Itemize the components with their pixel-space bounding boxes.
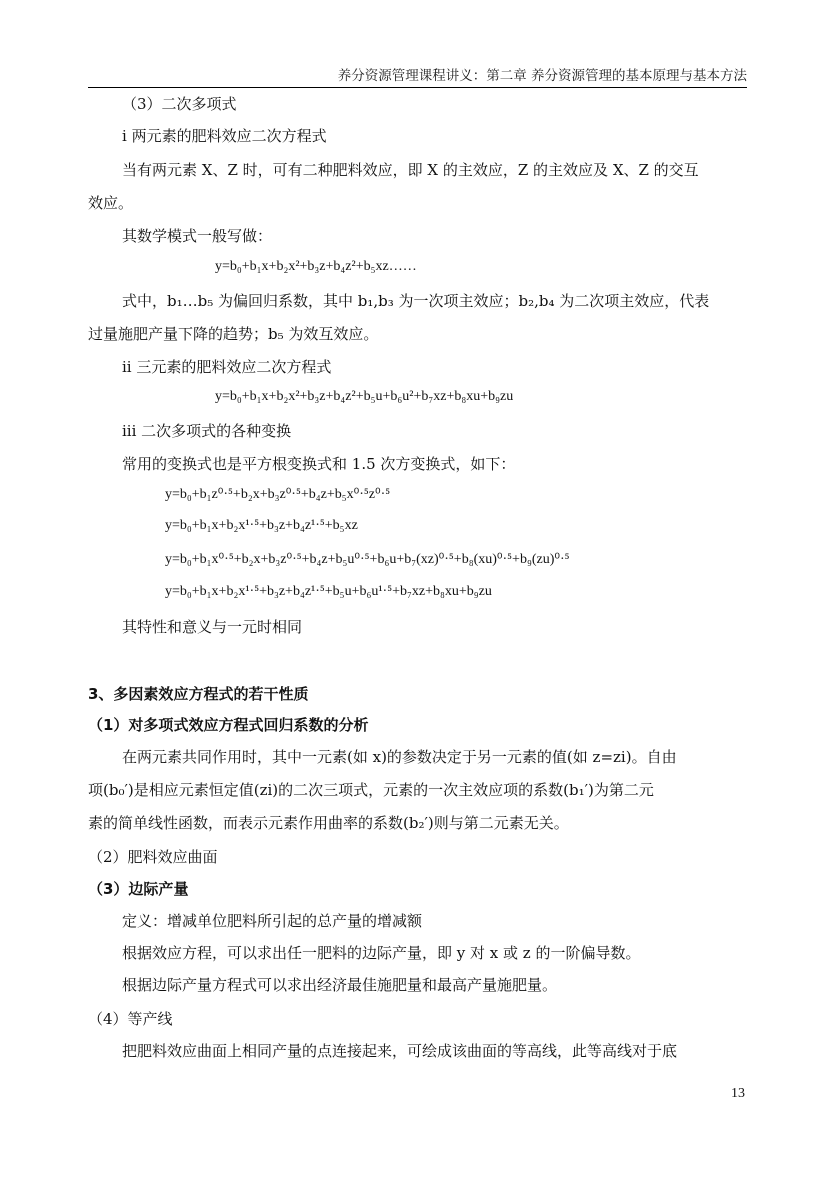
paragraph-line: 其数学模式一般写做： — [122, 227, 273, 245]
paragraph-line: 其特性和意义与一元时相同 — [122, 618, 303, 636]
paragraph-line: 过量施肥产量下降的趋势；b₅ 为效互效应。 — [88, 325, 379, 343]
section-heading: 3、多因素效应方程式的若干性质 — [88, 685, 309, 703]
header-rule — [88, 87, 747, 88]
formula-three-element: y=b₀+b₁x+b₂x²+b₃z+b₄z²+b₅u+b₆u²+b₇xz+b₈xu+b₉zu — [215, 389, 514, 404]
paragraph-line: 项(b₀′)是相应元素恒定值(zi)的二次三项式，元素的一次主效应项的系数(b₁′)为第二元 — [88, 781, 654, 799]
paragraph-line: 把肥料效应曲面上相同产量的点连接起来，可绘成该曲面的等高线，此等高线对于底 — [122, 1042, 678, 1060]
paragraph-line: 根据效应方程，可以求出任一肥料的边际产量，即 y 对 x 或 z 的一阶偏导数。 — [122, 944, 641, 962]
paragraph-line: 素的简单线性函数，而表示元素作用曲率的系数(b₂′)则与第二元素无关。 — [88, 814, 569, 832]
subsection-transforms: iii 二次多项式的各种变换 — [122, 422, 292, 440]
paragraph-line: 在两元素共同作用时，其中一元素(如 x)的参数决定于另一元素的值(如 z=zi)。自由 — [122, 748, 677, 766]
formula-transform-3: y=b₀+b₁x⁰·⁵+b₂x+b₃z⁰·⁵+b₄z+b₅u⁰·⁵+b₆u+b₇(xz)⁰·⁵+b₈(xu)⁰·⁵+b₉(zu)⁰·⁵ — [165, 552, 570, 567]
formula-transform-1: y=b₀+b₁z⁰·⁵+b₂x+b₃z⁰·⁵+b₄z+b₅x⁰·⁵z⁰·⁵ — [165, 487, 391, 502]
subsection-heading: （1）对多项式效应方程式回归系数的分析 — [88, 716, 369, 734]
subsection-heading: （2）肥料效应曲面 — [88, 848, 218, 866]
subsection-three-element: ii 三元素的肥料效应二次方程式 — [122, 358, 332, 376]
paragraph-line: 常用的变换式也是平方根变换式和 1.5 次方变换式，如下： — [122, 455, 516, 473]
formula-transform-2: y=b₀+b₁x+b₂x¹·⁵+b₃z+b₄z¹·⁵+b₅xz — [165, 518, 358, 533]
paragraph-line: 当有两元素 X、Z 时，可有二种肥料效应，即 X 的主效应，Z 的主效应及 X、Z 的交互 — [122, 161, 699, 179]
subsection-heading: （4）等产线 — [88, 1010, 173, 1028]
paragraph-line: 根据边际产量方程式可以求出经济最佳施肥量和最高产量施肥量。 — [122, 976, 558, 994]
paragraph-line: 效应。 — [88, 194, 134, 212]
subsection-two-element: i 两元素的肥料效应二次方程式 — [122, 127, 327, 145]
running-header: 养分资源管理课程讲义：第二章 养分资源管理的基本原理与基本方法 — [337, 68, 747, 84]
formula-transform-4: y=b₀+b₁x+b₂x¹·⁵+b₃z+b₄z¹·⁵+b₅u+b₆u¹·⁵+b₇xz+b₈xu+b₉zu — [165, 584, 492, 599]
page-number: 13 — [731, 1086, 745, 1101]
formula-two-element: y=b₀+b₁x+b₂x²+b₃z+b₄z²+b₅xz…… — [215, 259, 417, 274]
subsection-heading: （3）边际产量 — [88, 880, 189, 898]
section-quadratic-polynomial: （3）二次多项式 — [122, 95, 237, 113]
paragraph-line: 式中，b₁…b₅ 为偏回归系数，其中 b₁,b₃ 为一次项主效应；b₂,b₄ 为二次项主效应，代表 — [122, 292, 710, 310]
paragraph-line: 定义：增减单位肥料所引起的总产量的增减额 — [122, 912, 423, 930]
